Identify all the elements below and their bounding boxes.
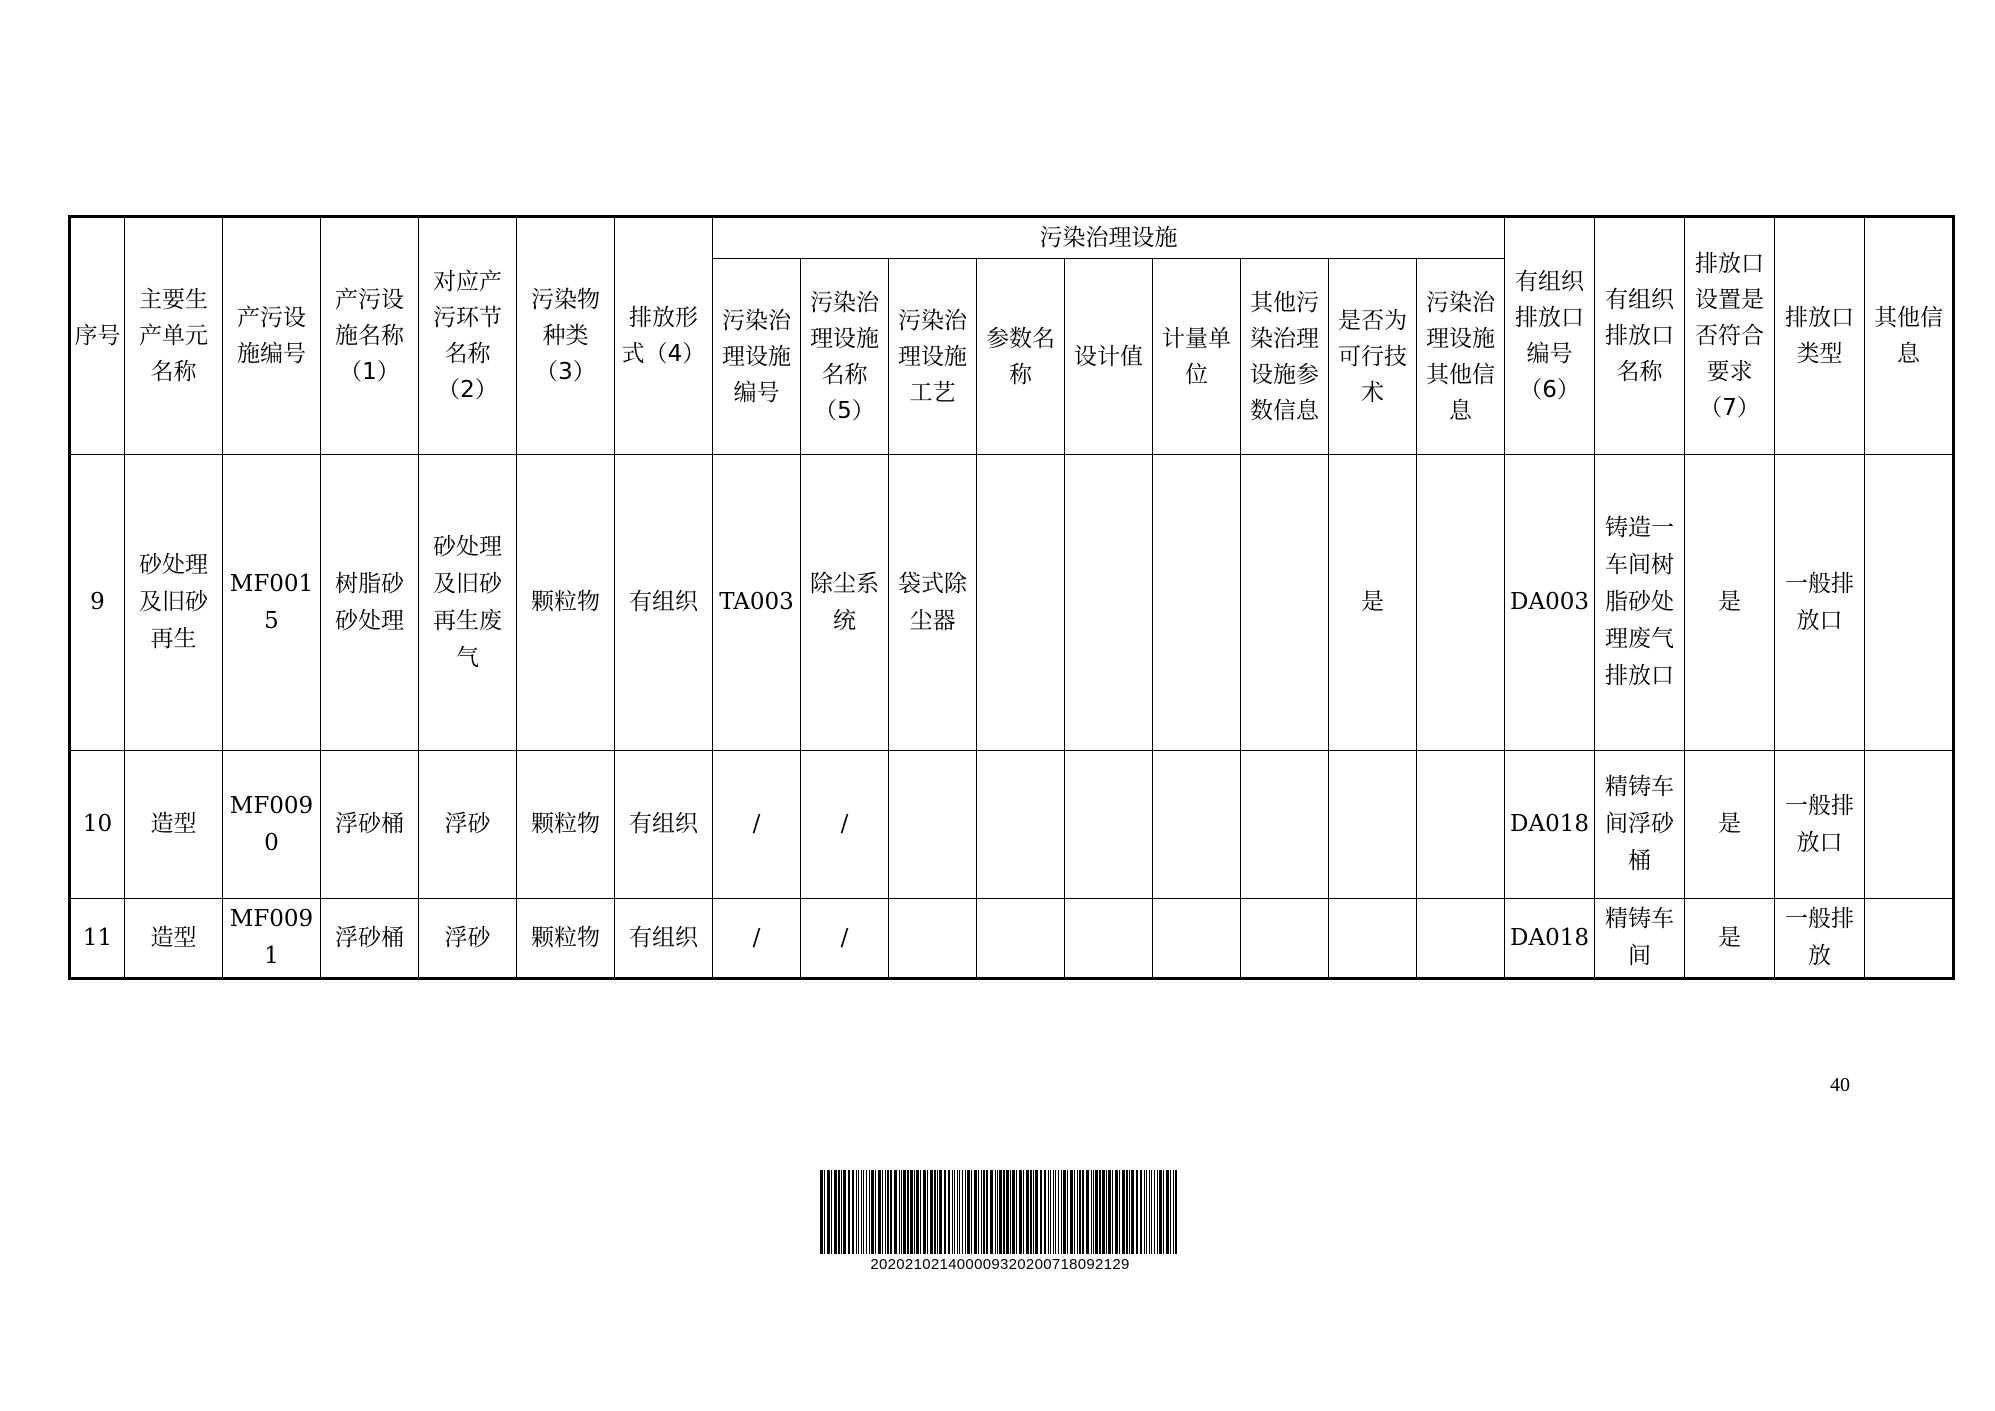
barcode-bar: [954, 1170, 955, 1254]
cell-treat-process: 袋式除尘器: [889, 455, 977, 751]
barcode-bar: [1086, 1170, 1089, 1254]
barcode-bar: [831, 1170, 832, 1254]
barcode-bar: [1175, 1170, 1177, 1254]
barcode-bar: [887, 1170, 889, 1254]
barcode-bar: [903, 1170, 906, 1254]
cell-discharge-form: 有组织: [615, 751, 713, 899]
barcode-bar: [944, 1170, 946, 1254]
cell-treat-process: [889, 899, 977, 979]
barcode-bar: [971, 1170, 972, 1254]
barcode-bar: [894, 1170, 897, 1254]
barcode-bar: [1095, 1170, 1098, 1254]
header-design-value: 设计值: [1065, 259, 1153, 455]
table-row: [70, 751, 1954, 899]
barcode-bar: [907, 1170, 909, 1254]
barcode-bar: [1129, 1170, 1130, 1254]
cell-outlet-code: DA003: [1505, 455, 1595, 751]
barcode-bar: [939, 1170, 942, 1254]
barcode-bar: [965, 1170, 966, 1254]
header-other-params: 其他污染治理设施参数信息: [1241, 259, 1329, 455]
barcode-bar: [1044, 1170, 1046, 1254]
barcode-bar: [843, 1170, 846, 1254]
cell-facility-code: MF0015: [223, 455, 321, 751]
header-unit: 主要生产单元名称: [125, 217, 223, 455]
barcode-bar: [1053, 1170, 1054, 1254]
header-pollutant: 污染物种类（3）: [517, 217, 615, 455]
barcode-bar: [1077, 1170, 1078, 1254]
barcode-bar: [937, 1170, 938, 1254]
barcode-bar: [1048, 1170, 1049, 1254]
cell-compliant: 是: [1685, 899, 1775, 979]
barcode-bar: [871, 1170, 874, 1254]
barcode-bar: [948, 1170, 950, 1254]
cell-unit: 造型: [125, 899, 223, 979]
barcode-bar: [878, 1170, 881, 1254]
barcode-bar: [967, 1170, 970, 1254]
header-compliant: 排放口设置是否符合要求（7）: [1685, 217, 1775, 455]
cell-treat-name: /: [801, 751, 889, 899]
barcode-bar: [856, 1170, 857, 1254]
barcode-bar: [1067, 1170, 1068, 1254]
cell-outlet-type: 一般排放: [1775, 899, 1865, 979]
barcode-bar: [1050, 1170, 1051, 1254]
header-treat-process: 污染治理设施工艺: [889, 259, 977, 455]
cell-feasible: [1329, 899, 1417, 979]
barcode-bar: [852, 1170, 854, 1254]
barcode-bar: [1019, 1170, 1022, 1254]
barcode-bar: [861, 1170, 862, 1254]
header-process: 对应产污环节名称（2）: [419, 217, 517, 455]
cell-facility-name: 树脂砂砂处理: [321, 455, 419, 751]
barcode-bar: [978, 1170, 979, 1254]
cell-outlet-type: 一般排放口: [1775, 455, 1865, 751]
barcode-bar: [916, 1170, 919, 1254]
barcode-bar: [1055, 1170, 1056, 1254]
cell-treat-process: [889, 751, 977, 899]
barcode-bar: [1010, 1170, 1011, 1254]
barcode-bar: [983, 1170, 985, 1254]
barcode-bar: [866, 1170, 867, 1254]
barcode-bar: [848, 1170, 850, 1254]
barcode-bar: [1170, 1170, 1171, 1254]
cell-treat-name: /: [801, 899, 889, 979]
cell-unit: 砂处理及旧砂再生: [125, 455, 223, 751]
barcode-bar: [1012, 1170, 1015, 1254]
cell-other-params: [1241, 455, 1329, 751]
barcode-bar: [1033, 1170, 1034, 1254]
barcode-bar: [1173, 1170, 1174, 1254]
barcode-bar: [1108, 1170, 1111, 1254]
barcode-bar: [1157, 1170, 1158, 1254]
barcode-bar: [974, 1170, 977, 1254]
header-discharge-form: 排放形式（4）: [615, 217, 713, 455]
barcode-bar: [882, 1170, 883, 1254]
barcode-bar: [1058, 1170, 1059, 1254]
barcode-bar: [959, 1170, 960, 1254]
pollution-facility-table: [68, 215, 1955, 980]
cell-outlet-code: DA018: [1505, 899, 1595, 979]
cell-pollutant: 颗粒物: [517, 751, 615, 899]
barcode-bar: [930, 1170, 933, 1254]
barcode-bar: [1140, 1170, 1142, 1254]
cell-compliant: 是: [1685, 455, 1775, 751]
cell-process: 浮砂: [419, 751, 517, 899]
cell-other-info: [1865, 899, 1954, 979]
cell-other-info: [1865, 455, 1954, 751]
cell-design-value: [1065, 751, 1153, 899]
barcode-bar: [1070, 1170, 1073, 1254]
cell-unit-measure: [1153, 455, 1241, 751]
barcode-bar: [999, 1170, 1002, 1254]
cell-process: 砂处理及旧砂再生废气: [419, 455, 517, 751]
cell-discharge-form: 有组织: [615, 899, 713, 979]
barcode-bar: [1023, 1170, 1024, 1254]
barcode-bar: [1146, 1170, 1147, 1254]
barcode-bar: [1099, 1170, 1101, 1254]
barcode-bar: [1040, 1170, 1042, 1254]
barcode-bar: [952, 1170, 953, 1254]
cell-unit: 造型: [125, 751, 223, 899]
barcode-bar: [990, 1170, 993, 1254]
cell-other-info: [1865, 751, 1954, 899]
cell-param-name: [977, 751, 1065, 899]
header-unit-measure: 计量单位: [1153, 259, 1241, 455]
barcode-bar: [1163, 1170, 1164, 1254]
header-treat-name: 污染治理设施名称（5）: [801, 259, 889, 455]
header-treat-code: 污染治理设施编号: [713, 259, 801, 455]
cell-seq: 9: [70, 455, 125, 751]
barcode-bar: [1136, 1170, 1138, 1254]
barcode-bar: [863, 1170, 864, 1254]
barcode-bar: [1151, 1170, 1152, 1254]
barcode-bar: [981, 1170, 982, 1254]
barcode-bar: [1079, 1170, 1081, 1254]
cell-outlet-name: 铸造一车间树脂砂处理废气排放口: [1595, 455, 1685, 751]
barcode-bar: [1106, 1170, 1107, 1254]
cell-facility-code: MF0090: [223, 751, 321, 899]
barcode-bar: [885, 1170, 886, 1254]
cell-outlet-type: 一般排放口: [1775, 751, 1865, 899]
cell-treat-code: /: [713, 751, 801, 899]
cell-other-info-treat: [1417, 455, 1505, 751]
cell-pollutant: 颗粒物: [517, 899, 615, 979]
barcode-bar: [838, 1170, 840, 1254]
cell-param-name: [977, 899, 1065, 979]
cell-treat-name: 除尘系统: [801, 455, 889, 751]
barcode-bar: [1112, 1170, 1113, 1254]
barcode-bar: [1091, 1170, 1092, 1254]
header-outlet-type: 排放口类型: [1775, 217, 1865, 455]
cell-unit-measure: [1153, 751, 1241, 899]
barcode-bar: [1063, 1170, 1066, 1254]
barcode-bar: [869, 1170, 870, 1254]
cell-seq: 11: [70, 899, 125, 979]
barcode-bar: [934, 1170, 936, 1254]
barcode-bar: [1003, 1170, 1005, 1254]
barcode-bar: [1166, 1170, 1169, 1254]
table-row: [70, 899, 1954, 979]
barcode-bar: [957, 1170, 958, 1254]
cell-facility-code: MF0091: [223, 899, 321, 979]
cell-outlet-code: DA018: [1505, 751, 1595, 899]
header-outlet-name: 有组织排放口名称: [1595, 217, 1685, 455]
table-row: [70, 455, 1954, 751]
cell-compliant: 是: [1685, 751, 1775, 899]
barcode-bar: [1006, 1170, 1009, 1254]
barcode-bar: [1122, 1170, 1125, 1254]
cell-design-value: [1065, 455, 1153, 751]
barcode-bar: [986, 1170, 988, 1254]
header-other-info: 其他信息: [1865, 217, 1954, 455]
cell-other-params: [1241, 751, 1329, 899]
barcode-bar: [827, 1170, 830, 1254]
barcode-bar: [1144, 1170, 1145, 1254]
barcode-bar: [1115, 1170, 1118, 1254]
header-other-info-treat: 污染治理设施其他信息: [1417, 259, 1505, 455]
header-feasible: 是否为可行技术: [1329, 259, 1417, 455]
barcode-bar: [858, 1170, 859, 1254]
cell-treat-code: /: [713, 899, 801, 979]
barcode-bar: [923, 1170, 926, 1254]
barcode-bar: [841, 1170, 842, 1254]
cell-facility-name: 浮砂桶: [321, 751, 419, 899]
barcode-bar: [1154, 1170, 1155, 1254]
cell-pollutant: 颗粒物: [517, 455, 615, 751]
barcode-bar: [824, 1170, 825, 1254]
barcode-bar: [962, 1170, 963, 1254]
cell-treat-code: TA003: [713, 455, 801, 751]
barcode-number: 20202102140000932020071809212​9: [870, 1256, 1130, 1273]
barcode-bar: [1082, 1170, 1084, 1254]
cell-outlet-name: 精铸车间: [1595, 899, 1685, 979]
barcode-bar: [1149, 1170, 1150, 1254]
barcode-bar: [1026, 1170, 1029, 1254]
header-seq: 序号: [70, 217, 125, 455]
cell-unit-measure: [1153, 899, 1241, 979]
barcode-bar: [910, 1170, 913, 1254]
barcode-bar: [1102, 1170, 1105, 1254]
barcode-bar: [997, 1170, 998, 1254]
cell-outlet-name: 精铸车间浮砂桶: [1595, 751, 1685, 899]
barcode-bar: [901, 1170, 902, 1254]
barcode-image: [818, 1170, 1182, 1254]
barcode-bar: [1074, 1170, 1075, 1254]
barcode-bar: [1061, 1170, 1062, 1254]
barcode-bar: [1016, 1170, 1017, 1254]
barcode-bar: [1030, 1170, 1032, 1254]
cell-discharge-form: 有组织: [615, 455, 713, 751]
barcode-bar: [920, 1170, 921, 1254]
barcode-bar: [820, 1170, 823, 1254]
barcode-bar: [995, 1170, 996, 1254]
barcode-bar: [1035, 1170, 1038, 1254]
cell-design-value: [1065, 899, 1153, 979]
barcode-bar: [899, 1170, 900, 1254]
barcode-bar: [875, 1170, 876, 1254]
cell-param-name: [977, 455, 1065, 751]
barcode-bar: [914, 1170, 915, 1254]
barcode-bar: [890, 1170, 892, 1254]
barcode-bar: [1126, 1170, 1128, 1254]
barcode-bar: [1119, 1170, 1120, 1254]
barcode-bar: [927, 1170, 928, 1254]
cell-facility-name: 浮砂桶: [321, 899, 419, 979]
barcode-bar: [1131, 1170, 1134, 1254]
cell-process: 浮砂: [419, 899, 517, 979]
barcode-bar: [834, 1170, 837, 1254]
header-param-name: 参数名称: [977, 259, 1065, 455]
header-outlet-code: 有组织排放口编号（6）: [1505, 217, 1595, 455]
cell-other-info-treat: [1417, 899, 1505, 979]
header-facility-code: 产污设施编号: [223, 217, 321, 455]
page-number: 40: [1830, 1074, 1850, 1096]
cell-other-params: [1241, 899, 1329, 979]
barcode-bar: [1093, 1170, 1094, 1254]
barcode-bar: [1159, 1170, 1162, 1254]
cell-feasible: 是: [1329, 455, 1417, 751]
cell-other-info-treat: [1417, 751, 1505, 899]
header-facility-name: 产污设施名称（1）: [321, 217, 419, 455]
header-treatment-group: 污染治理设施: [713, 217, 1505, 259]
cell-feasible: [1329, 751, 1417, 899]
cell-seq: 10: [70, 751, 125, 899]
